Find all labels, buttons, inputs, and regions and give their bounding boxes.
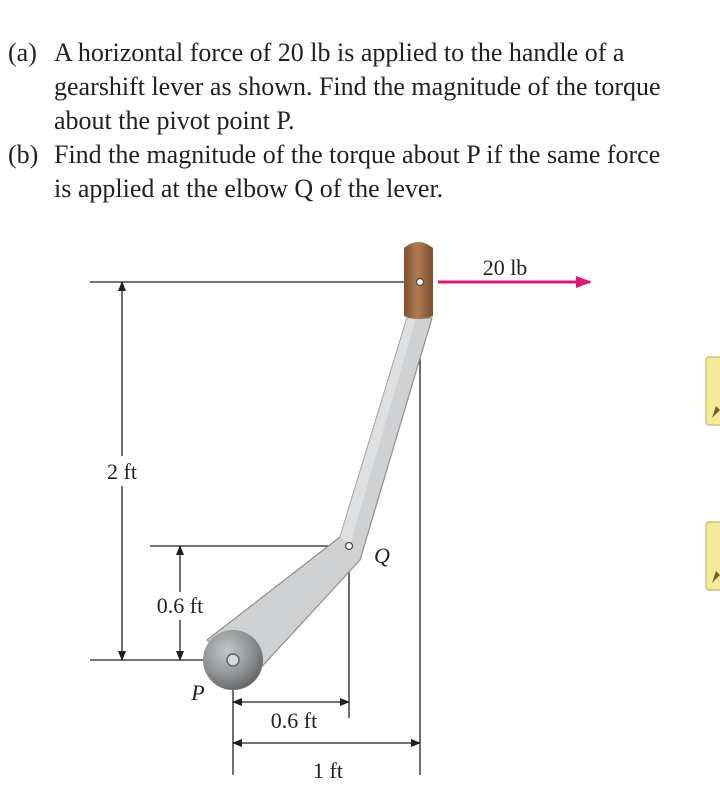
horiz-total-label: 1 ft <box>313 758 343 783</box>
height-total-label: 2 ft <box>107 459 137 484</box>
force-label: 20 lb <box>482 255 528 280</box>
pivot-label: P <box>191 680 205 705</box>
height-elbow-label: 0.6 ft <box>156 593 204 618</box>
part-a-text: A horizontal force of 20 lb is applied to the handle of a gearshift lever as shown. Find the magnitude of the torque about the pivot point P. <box>54 38 661 135</box>
horiz-elbow-label: 0.6 ft <box>270 708 318 733</box>
part-b-text: Find the magnitude of the torque about P if the same force is applied at the elbow Q of the lever. <box>54 140 661 203</box>
part-b-label: (b) <box>8 140 39 169</box>
part-a-label: (a) <box>8 38 37 67</box>
note-icon-2[interactable] <box>706 522 720 590</box>
note-icon-1[interactable] <box>706 357 720 425</box>
elbow-label: Q <box>374 543 390 568</box>
elbow-point <box>346 543 353 550</box>
